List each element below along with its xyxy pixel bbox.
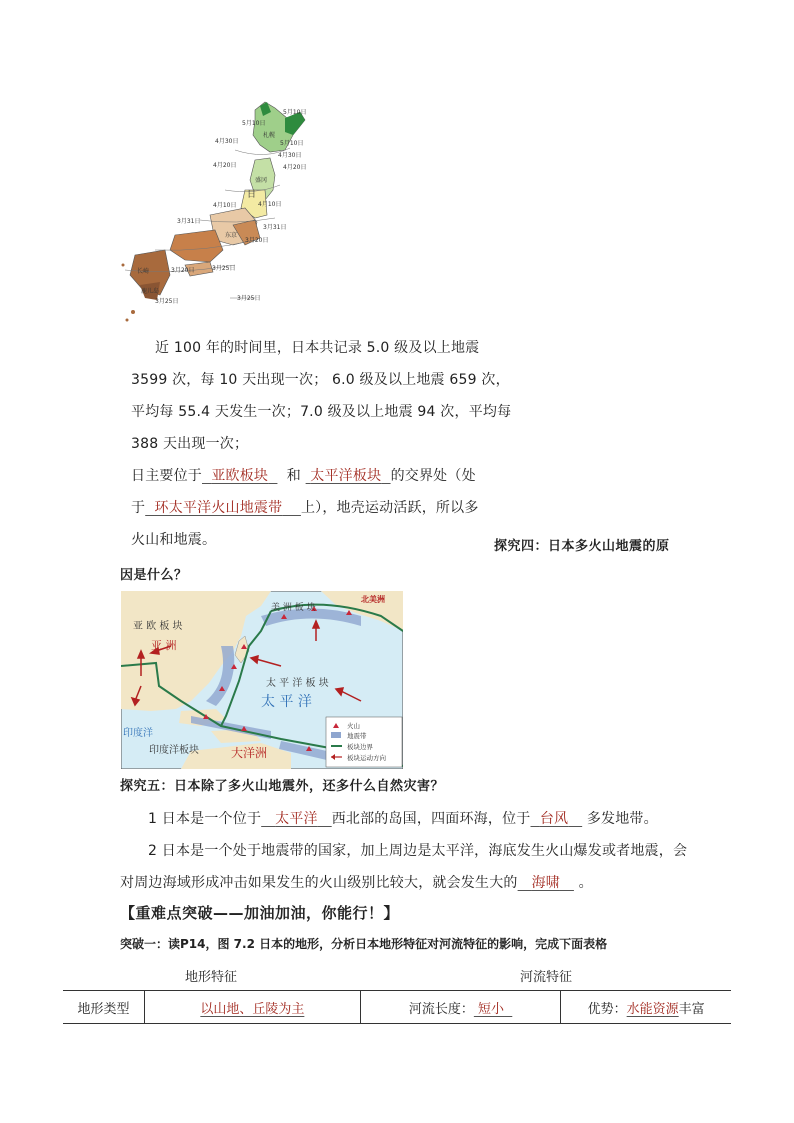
date-label: 3月25日	[237, 295, 261, 302]
stats-line-4: 388 天出现一次；	[131, 436, 249, 452]
date-label: 4月20日	[283, 164, 307, 171]
col-header-terrain: 地形特征	[185, 970, 238, 985]
pacific-plate-label: 太 平 洋 板 块	[266, 678, 329, 689]
america-plate-label: 美 洲 板 块	[271, 603, 316, 613]
explore4-title-part1: 探究四：日本多火山地震的原	[494, 539, 670, 554]
belt-line: 于 环太平洋火山地震带 上），地壳运动活跃，所以多	[131, 500, 479, 516]
col-header-river: 河流特征	[520, 970, 573, 985]
date-label: 3月31日	[177, 218, 201, 225]
city-label: 长崎	[137, 268, 150, 275]
plate-line: 日主要位于 亚欧板块 和 太平洋板块 的交界处（处	[131, 468, 476, 484]
explore4-title-part2: 因是什么？	[120, 568, 188, 583]
conclusion-line: 火山和地震。	[131, 532, 217, 548]
terrain-river-table	[63, 990, 731, 1024]
answer-pacific-plate: 太平洋板块	[310, 468, 382, 484]
table-row	[63, 991, 731, 1024]
city-label: 盛冈	[255, 177, 268, 184]
explore5-line-1: 1 日本是一个位于 太平洋 西北部的岛国，四面环海，位于 台风 多发地带。	[148, 811, 658, 827]
svg-text:板块运动方向: 板块运动方向	[347, 754, 386, 762]
pacific-ocean-label: 太 平 洋	[261, 694, 312, 710]
date-label: 5月10日	[280, 140, 304, 147]
date-label: 4月30日	[278, 152, 302, 159]
date-label: 3月25日	[212, 265, 236, 272]
answer-pacific: 太平洋	[275, 811, 318, 827]
indian-ocean-label: 印度洋	[123, 728, 153, 739]
answer-ring-of-fire: 环太平洋火山地震带	[154, 500, 283, 516]
stats-line-1: 近 100 年的时间里，日本共记录 5.0 级及以上地震	[155, 340, 480, 356]
country-label: 日	[247, 190, 257, 200]
kansai-region	[170, 230, 223, 262]
indian-plate-label: 印度洋板块	[149, 745, 199, 756]
svg-text:火山: 火山	[347, 722, 360, 730]
city-label: 东京	[225, 232, 238, 239]
explore5-line-2: 2 日本是一个处于地震带的国家，加上周边是太平洋，海底发生火山爆发或者地震，会	[148, 843, 688, 859]
oceania-label: 大洋洲	[231, 746, 268, 760]
date-label: 5月10日	[283, 109, 307, 116]
terrain-cell: 以山地、丘陵为主	[144, 991, 360, 1024]
city-label: 鹿儿岛	[141, 288, 160, 295]
explore5-line-3: 对周边海域形成冲击如果发生的火山级别比较大，就会发生大的 海啸 。	[120, 875, 593, 891]
breakthrough-task: 突破一：读P14，图 7.2 日本的地形，分析日本地形特征对河流特征的影响，完成下面表格	[120, 937, 608, 951]
river-length-cell: 河流长度： 短小	[360, 991, 560, 1024]
explore5-title: 探究五：日本除了多火山地震外，还多什么自然灾害？	[120, 779, 445, 794]
date-label: 3月31日	[263, 224, 287, 231]
map-legend	[326, 717, 402, 767]
date-label: 3月20日	[245, 237, 269, 244]
asia-label: 亚 洲	[151, 639, 177, 652]
city-label: 札幌	[263, 132, 276, 139]
advantage-cell: 优势：水能资源丰富	[561, 991, 731, 1024]
stats-line-3: 平均每 55.4 天发生一次；7.0 级及以上地震 94 次，平均每	[131, 404, 512, 420]
plate-tectonics-map	[121, 591, 403, 769]
eurasian-plate-label: 亚 欧 板 块	[133, 621, 183, 632]
date-label: 5月10日	[242, 120, 266, 127]
answer-typhoon: 台风	[539, 811, 569, 827]
date-label: 4月30日	[215, 138, 239, 145]
date-label: 3月20日	[171, 267, 195, 274]
date-label: 3月25日	[155, 298, 179, 305]
date-label: 4月10日	[213, 202, 237, 209]
svg-text:板块边界: 板块边界	[347, 743, 373, 751]
date-label: 4月10日	[258, 201, 282, 208]
north-america-label: 北美洲	[361, 595, 385, 604]
date-label: 4月20日	[213, 162, 237, 169]
svg-text:地震带: 地震带	[347, 732, 367, 740]
answer-eurasian-plate: 亚欧板块	[211, 468, 269, 484]
answer-tsunami: 海啸	[531, 875, 560, 891]
stats-line-2: 3599 次，每 10 天出现一次； 6.0 级及以上地震 659 次，	[131, 372, 510, 388]
row-label: 地形类型	[63, 991, 144, 1024]
japan-cherry-blossom-map	[115, 90, 345, 325]
breakthrough-heading: 【重难点突破——加油加油，你能行！】	[120, 904, 400, 922]
